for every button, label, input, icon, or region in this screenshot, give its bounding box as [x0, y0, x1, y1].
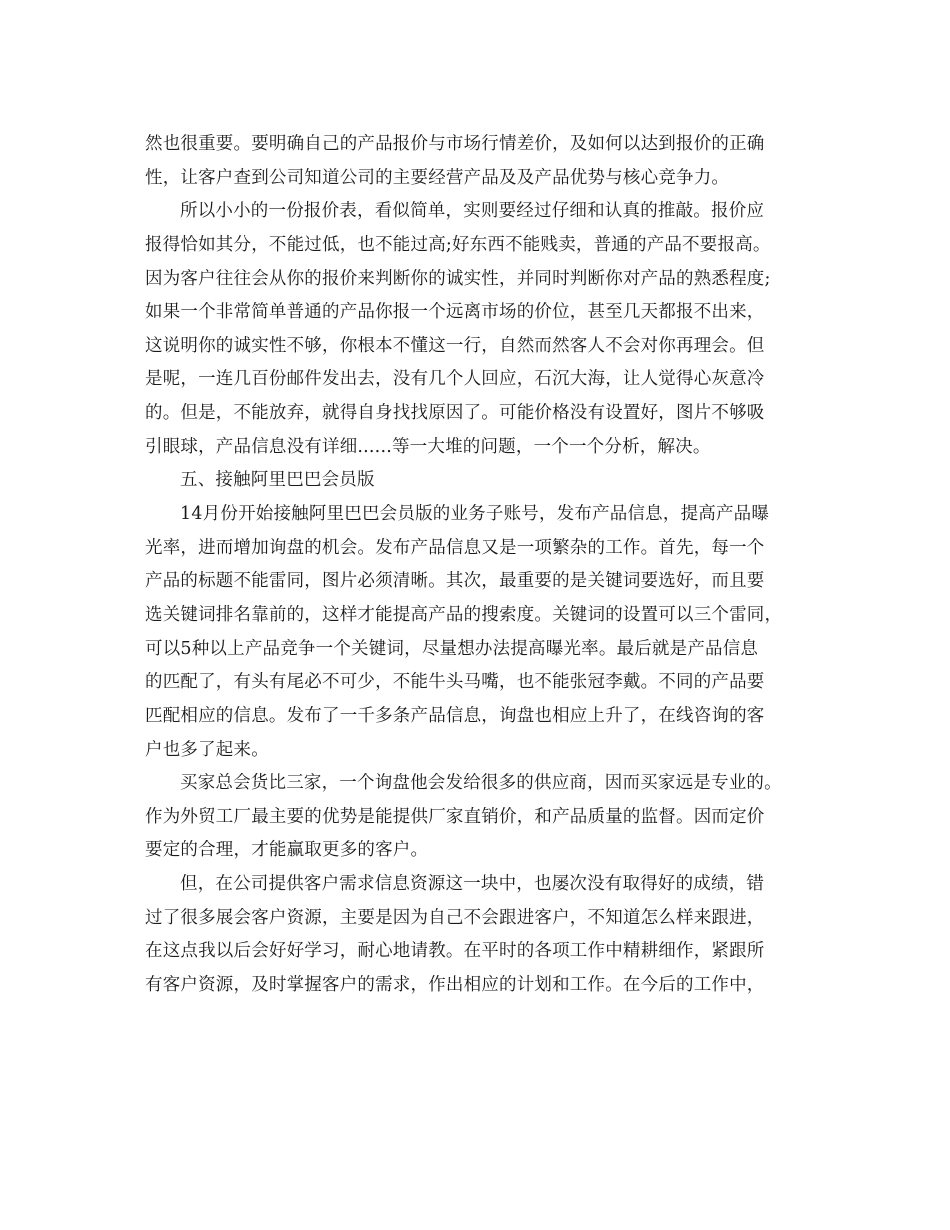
text-line: 在这点我以后会好好学习，耐心地请教。在平时的各项工作中精耕细作，紧跟所: [145, 941, 765, 962]
text-line: 过了很多展会客户资源，主要是因为自己不会跟进客户，不知道怎么样来跟进，: [145, 907, 765, 928]
text-line: 然也很重要。要明确自己的产品报价与市场行情差价，及如何以达到报价的正确: [145, 134, 765, 154]
text-line: 买家总会货比三家，一个询盘他会发给很多的供应商，因而买家远是专业的。: [180, 773, 782, 794]
text-line: 所以小小的一份报价表，看似简单，实则要经过仔细和认真的推敲。报价应: [180, 201, 765, 222]
text-line: 的匹配了，有头有尾必不可少，不能牛头马嘴，也不能张冠李戴。不同的产品要: [145, 672, 765, 693]
text-line: 的。但是，不能放弃，就得自身找找原因了。可能价格没有设置好，图片不够吸: [145, 403, 765, 424]
text-line: 产品的标题不能雷同，图片必须清晰。其次，最重要的是关键词要选好，而且要: [145, 571, 765, 592]
text-line: 因为客户往往会从你的报价来判断你的诚实性，并同时判断你对产品的熟悉程度;: [145, 268, 771, 289]
text-line: 光率，进而增加询盘的机会。发布产品信息又是一项繁杂的工作。首先，每一个: [145, 537, 765, 558]
text-line: 性，让客户查到公司知道公司的主要经营产品及及产品优势与核心竞争力。: [145, 167, 730, 188]
text-line: 作为外贸工厂最主要的优势是能提供厂家直销价，和产品质量的监督。因而定价: [145, 806, 765, 827]
text-line: 五、接触阿里巴巴会员版: [180, 470, 375, 491]
text-line: 可以5种以上产品竞争一个关键词，尽量想办法提高曝光率。最后就是产品信息: [145, 638, 759, 659]
text-line: 要定的合理，才能赢取更多的客户。: [145, 840, 429, 861]
document-body: [145, 128, 815, 1003]
text-line: 是呢，一连几百份邮件发出去，没有几个人回应，石沉大海，让人觉得心灰意冷: [145, 369, 765, 390]
text-line: 但，在公司提供客户需求信息资源这一块中，也屡次没有取得好的成绩，错: [180, 874, 765, 895]
text-line: 选关键词排名靠前的，这样才能提高产品的搜索度。关键词的设置可以三个雷同，: [145, 604, 783, 625]
text-line: 如果一个非常简单普通的产品你报一个远离市场的价位，甚至几天都报不出来，: [145, 302, 765, 323]
text-line: 户也多了起来。: [145, 739, 269, 760]
text-line: 匹配相应的信息。发布了一千多条产品信息，询盘也相应上升了，在线咨询的客: [145, 705, 765, 726]
text-line: 报得恰如其分，不能过低，也不能过高;好东西不能贱卖，普通的产品不要报高。: [145, 234, 771, 255]
text-line: 引眼球，产品信息没有详细......等一大堆的问题，一个一个分析，解决。: [145, 436, 711, 457]
text-line: 有客户资源，及时掌握客户的需求，作出相应的计划和工作。在今后的工作中，: [145, 975, 765, 996]
text-line: 这说明你的诚实性不够，你根本不懂这一行，自然而然客人不会对你再理会。但: [145, 335, 765, 356]
text-line: 14月份开始接触阿里巴巴会员版的业务子账号，发布产品信息，提高产品曝: [180, 504, 770, 525]
